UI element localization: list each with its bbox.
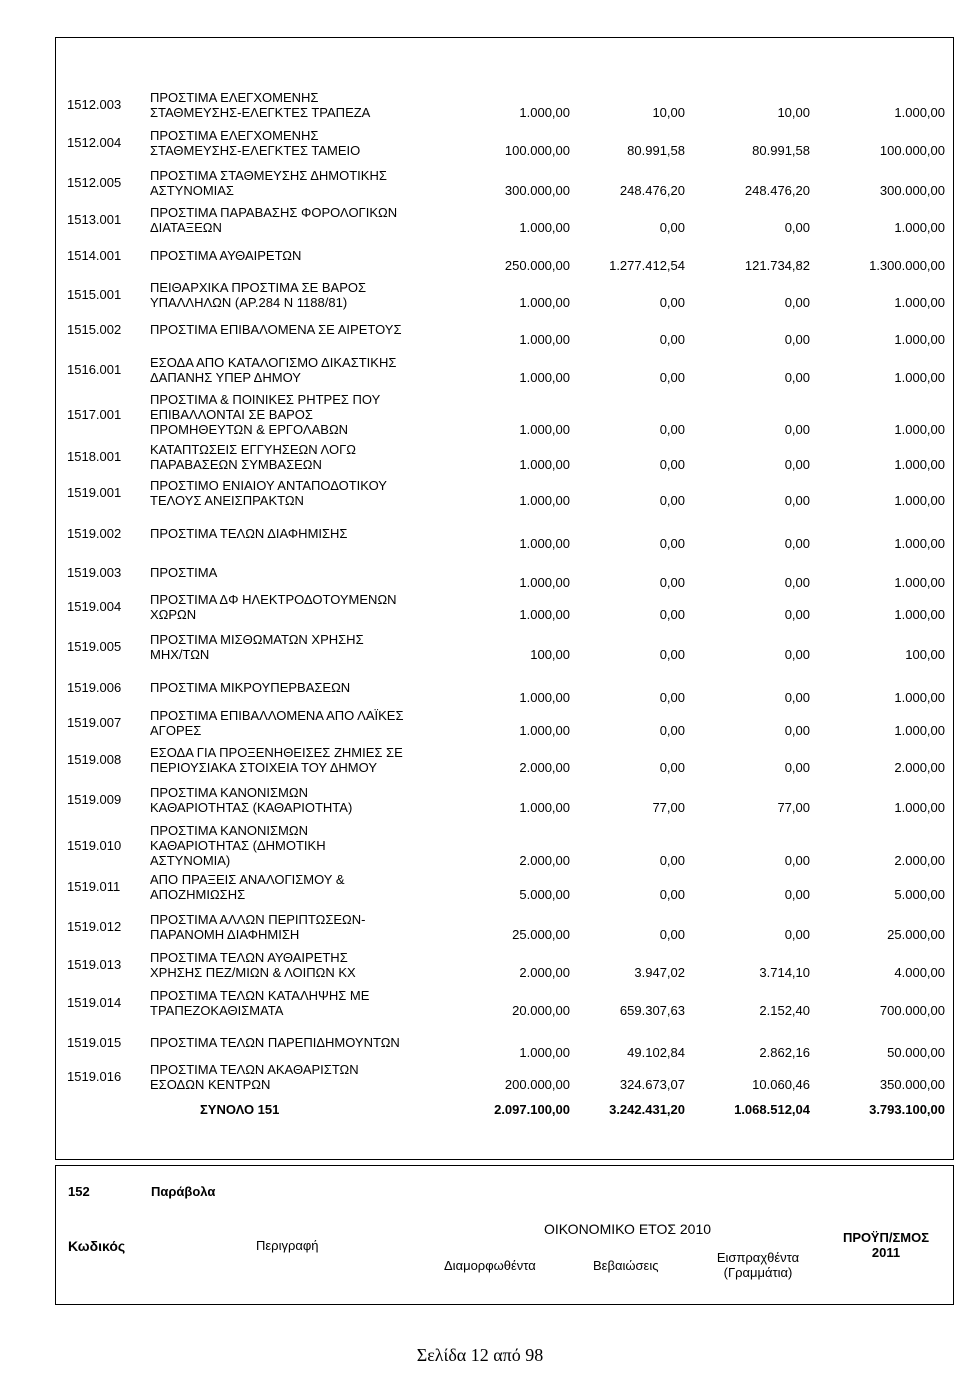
- row-confirmed: 0,00: [659, 887, 685, 902]
- row-code: 1516.001: [67, 362, 122, 377]
- row-confirmed: 0,00: [659, 457, 685, 472]
- row-budget: 1.000,00: [894, 607, 945, 622]
- row-confirmed: 77,00: [652, 800, 685, 815]
- row-confirmed: 0,00: [659, 760, 685, 775]
- row-collected: 80.991,58: [752, 143, 810, 158]
- row-collected: 0,00: [784, 370, 810, 385]
- row-budget: 2.000,00: [894, 760, 945, 775]
- row-code: 1513.001: [67, 212, 122, 227]
- row-description: ΠΡΟΣΤΙΜΑ ΚΑΝΟΝΙΣΜΩΝ ΚΑΘΑΡΙΟΤΗΤΑΣ (ΚΑΘΑΡΙΟΤΗΤΑ): [150, 785, 353, 815]
- row-collected: 3.714,10: [759, 965, 810, 980]
- page-number: Σελίδα 12 από 98: [416, 1345, 544, 1365]
- row-confirmed: 49.102,84: [627, 1045, 685, 1060]
- row-confirmed: 80.991,58: [627, 143, 685, 158]
- row-collected: 2.862,16: [759, 1045, 810, 1060]
- row-collected: 248.476,20: [744, 183, 810, 198]
- row-formed: 2.000,00: [519, 853, 570, 868]
- row-confirmed: 0,00: [659, 853, 685, 868]
- row-description: ΠΡΟΣΤΙΜΑ ΕΠΙΒΑΛΛΟΜΕΝΑ ΑΠΟ ΛΑΪΚΕΣ ΑΓΟΡΕΣ: [150, 708, 404, 738]
- section-name: Παράβολα: [151, 1184, 216, 1199]
- row-code: 1519.001: [67, 485, 122, 500]
- row-formed: 1.000,00: [519, 536, 570, 551]
- row-budget: 350.000,00: [879, 1077, 945, 1092]
- row-code: 1519.004: [67, 599, 122, 614]
- row-code: 1519.016: [67, 1069, 122, 1084]
- row-description: ΠΡΟΣΤΙΜΑ ΤΕΛΩΝ ΑΥΘΑΙΡΕΤΗΣ ΧΡΗΣΗΣ ΠΕΖ/ΜΙΩΝ & ΛΟΙΠΩΝ ΚΧ: [150, 950, 356, 980]
- row-description: ΠΡΟΣΤΙΜΑ ΜΙΣΘΩΜΑΤΩΝ ΧΡΗΣΗΣ ΜΗΧ/ΤΩΝ: [150, 632, 364, 662]
- column-collected: [708, 1250, 808, 1280]
- row-formed: 100.000,00: [504, 143, 570, 158]
- row-formed: 1.000,00: [519, 493, 570, 508]
- row-confirmed: 3.947,02: [634, 965, 685, 980]
- row-collected: 77,00: [777, 800, 810, 815]
- row-code: 1519.005: [67, 639, 122, 654]
- row-budget: 1.000,00: [894, 332, 945, 347]
- row-formed: 20.000,00: [512, 1003, 570, 1018]
- row-confirmed: 0,00: [659, 220, 685, 235]
- row-formed: 2.000,00: [519, 965, 570, 980]
- row-code: 1512.004: [67, 135, 122, 150]
- row-budget: 4.000,00: [894, 965, 945, 980]
- row-code: 1519.009: [67, 792, 122, 807]
- total-confirmed: 3.242.431,20: [609, 1102, 685, 1117]
- row-formed: 1.000,00: [519, 575, 570, 590]
- row-description: ΠΡΟΣΤΙΜΑ ΣΤΑΘΜΕΥΣΗΣ ΔΗΜΟΤΙΚΗΣ ΑΣΤΥΝΟΜΙΑΣ: [150, 168, 387, 198]
- row-collected: 0,00: [784, 332, 810, 347]
- row-budget: 1.000,00: [894, 723, 945, 738]
- row-code: 1519.010: [67, 837, 122, 853]
- row-collected: 0,00: [784, 647, 810, 662]
- row-description: ΕΣΟΔΑ ΓΙΑ ΠΡΟΞΕΝΗΘΕΙΣΕΣ ΖΗΜΙΕΣ ΣΕ ΠΕΡΙΟΥΣΙΑΚΑ ΣΤΟΙΧΕΙΑ ΤΟΥ ΔΗΜΟΥ: [150, 745, 403, 775]
- row-collected: 0,00: [784, 295, 810, 310]
- row-budget: 1.000,00: [894, 370, 945, 385]
- row-code: 1519.014: [67, 995, 122, 1010]
- row-description: ΠΡΟΣΤΙΜΑ ΤΕΛΩΝ ΔΙΑΦΗΜΙΣΗΣ: [150, 526, 348, 541]
- total-label: ΣΥΝΟΛΟ 151: [200, 1102, 280, 1117]
- row-formed: 2.000,00: [519, 760, 570, 775]
- row-description: ΠΡΟΣΤΙΜΑ ΑΥΘΑΙΡΕΤΩΝ: [150, 248, 302, 263]
- row-budget: 5.000,00: [894, 887, 945, 902]
- row-collected: 0,00: [784, 422, 810, 437]
- row-collected: 10.060,46: [752, 1077, 810, 1092]
- row-budget: 2.000,00: [894, 853, 945, 868]
- row-formed: 1.000,00: [519, 457, 570, 472]
- row-code: 1512.005: [67, 175, 122, 190]
- row-code: 1512.003: [67, 97, 122, 112]
- row-budget: 1.000,00: [894, 536, 945, 551]
- row-formed: 250.000,00: [504, 258, 570, 273]
- row-formed: 1.000,00: [519, 220, 570, 235]
- row-description: ΠΡΟΣΤΙΜΟ ΕΝΙΑΙΟΥ ΑΝΤΑΠΟΔΟΤΙΚΟΥ ΤΕΛΟΥΣ ΑΝΕΙΣΠΡΑΚΤΩΝ: [150, 478, 387, 508]
- row-code: 1519.012: [67, 919, 122, 934]
- column-budget: [826, 1230, 946, 1260]
- row-budget: 1.300.000,00: [869, 258, 945, 273]
- row-code: 1519.008: [67, 752, 122, 767]
- row-collected: 0,00: [784, 690, 810, 705]
- row-budget: 1.000,00: [894, 493, 945, 508]
- column-confirmed: Βεβαιώσεις: [593, 1258, 659, 1273]
- row-collected: 0,00: [784, 760, 810, 775]
- column-description: Περιγραφή: [256, 1238, 319, 1253]
- row-code: 1515.001: [67, 287, 122, 302]
- row-budget: 50.000,00: [887, 1045, 945, 1060]
- row-confirmed: 0,00: [659, 422, 685, 437]
- row-collected: 10,00: [777, 105, 810, 120]
- row-formed: 1.000,00: [519, 800, 570, 815]
- row-confirmed: 0,00: [659, 536, 685, 551]
- row-formed: 200.000,00: [504, 1077, 570, 1092]
- row-budget: 1.000,00: [894, 295, 945, 310]
- section-code: 152: [68, 1184, 90, 1199]
- row-description: ΠΡΟΣΤΙΜΑ ΤΕΛΩΝ ΚΑΤΑΛΗΨΗΣ ΜΕ ΤΡΑΠΕΖΟΚΑΘΙΣΜΑΤΑ: [150, 988, 370, 1018]
- row-code: 1519.015: [67, 1035, 122, 1050]
- row-description: ΠΡΟΣΤΙΜΑ ΤΕΛΩΝ ΑΚΑΘΑΡΙΣΤΩΝ ΕΣΟΔΩΝ ΚΕΝΤΡΩΝ: [150, 1062, 359, 1092]
- row-confirmed: 659.307,63: [619, 1003, 685, 1018]
- row-formed: 100,00: [530, 647, 570, 662]
- row-formed: 1.000,00: [519, 295, 570, 310]
- row-confirmed: 0,00: [659, 332, 685, 347]
- row-formed: 1.000,00: [519, 105, 570, 120]
- total-collected: 1.068.512,04: [734, 1102, 810, 1117]
- row-budget: 1.000,00: [894, 800, 945, 815]
- row-budget: 700.000,00: [879, 1003, 945, 1018]
- row-formed: 1.000,00: [519, 1045, 570, 1060]
- row-budget: 1.000,00: [894, 422, 945, 437]
- fiscal-year-title: ΟΙΚΟΝΟΜΙΚΟ ΕΤΟΣ 2010: [544, 1221, 712, 1237]
- row-description: ΠΡΟΣΤΙΜΑ ΑΛΛΩΝ ΠΕΡΙΠΤΩΣΕΩΝ- ΠΑΡΑΝΟΜΗ ΔΙΑΦΗΜΙΣΗ: [150, 912, 366, 942]
- row-confirmed: 0,00: [659, 493, 685, 508]
- row-code: 1518.001: [67, 449, 122, 464]
- row-confirmed: 0,00: [659, 723, 685, 738]
- row-description: ΑΠΟ ΠΡΑΞΕΙΣ ΑΝΑΛΟΓΙΣΜΟΥ & ΑΠΟΖΗΜΙΩΣΗΣ: [150, 872, 345, 902]
- row-collected: 0,00: [784, 887, 810, 902]
- row-formed: 1.000,00: [519, 370, 570, 385]
- row-collected: 0,00: [784, 723, 810, 738]
- row-description: ΠΕΙΘΑΡΧΙΚΑ ΠΡΟΣΤΙΜΑ ΣΕ ΒΑΡΟΣ ΥΠΑΛΛΗΛΩΝ (ΑΡ.284 Ν 1188/81): [150, 280, 367, 310]
- row-budget: 1.000,00: [894, 105, 945, 120]
- row-description: ΕΣΟΔΑ ΑΠΟ ΚΑΤΑΛΟΓΙΣΜΟ ΔΙΚΑΣΤΙΚΗΣ ΔΑΠΑΝΗΣ ΥΠΕΡ ΔΗΜΟΥ: [150, 355, 397, 385]
- row-code: 1519.013: [67, 957, 122, 972]
- row-confirmed: 0,00: [659, 295, 685, 310]
- row-code: 1514.001: [67, 248, 122, 263]
- row-budget: 1.000,00: [894, 575, 945, 590]
- row-formed: 1.000,00: [519, 332, 570, 347]
- row-confirmed: 0,00: [659, 607, 685, 622]
- row-budget: 100.000,00: [879, 143, 945, 158]
- row-description: ΠΡΟΣΤΙΜΑ: [150, 565, 218, 580]
- row-formed: 300.000,00: [504, 183, 570, 198]
- row-confirmed: 0,00: [659, 690, 685, 705]
- row-code: 1519.007: [67, 715, 122, 730]
- row-confirmed: 0,00: [659, 575, 685, 590]
- row-collected: 0,00: [784, 536, 810, 551]
- row-budget: 25.000,00: [887, 927, 945, 942]
- row-formed: 1.000,00: [519, 607, 570, 622]
- row-code: 1515.002: [67, 322, 122, 337]
- row-code: 1519.003: [67, 565, 122, 580]
- row-collected: 2.152,40: [759, 1003, 810, 1018]
- row-formed: 1.000,00: [519, 422, 570, 437]
- column-collected-line1: Εισπραχθέντα: [716, 1250, 800, 1265]
- total-formed: 2.097.100,00: [494, 1102, 570, 1117]
- row-description: ΠΡΟΣΤΙΜΑ ΜΙΚΡΟΥΠΕΡΒΑΣΕΩΝ: [150, 680, 351, 695]
- row-description: ΠΡΟΣΤΙΜΑ ΠΑΡΑΒΑΣΗΣ ΦΟΡΟΛΟΓΙΚΩΝ ΔΙΑΤΑΞΕΩΝ: [150, 205, 398, 235]
- row-collected: 0,00: [784, 575, 810, 590]
- row-description: ΠΡΟΣΤΙΜΑ & ΠΟΙΝΙΚΕΣ ΡΗΤΡΕΣ ΠΟΥ ΕΠΙΒΑΛΛΟΝΤΑΙ ΣΕ ΒΑΡΟΣ ΠΡΟΜΗΘΕΥΤΩΝ & ΕΡΓΟΛΑΒΩΝ: [150, 392, 381, 437]
- column-budget-line2: 2011: [871, 1245, 901, 1260]
- row-description: ΠΡΟΣΤΙΜΑ ΕΛΕΓΧΟΜΕΝΗΣ ΣΤΑΘΜΕΥΣΗΣ-ΕΛΕΓΚΤΕΣ ΤΑΜΕΙΟ: [150, 128, 361, 158]
- row-confirmed: 0,00: [659, 927, 685, 942]
- row-formed: 25.000,00: [512, 927, 570, 942]
- row-confirmed: 10,00: [652, 105, 685, 120]
- row-description: ΠΡΟΣΤΙΜΑ ΕΠΙΒΑΛΟΜΕΝΑ ΣΕ ΑΙΡΕΤΟΥΣ: [150, 322, 402, 337]
- row-budget: 1.000,00: [894, 690, 945, 705]
- row-formed: 1.000,00: [519, 690, 570, 705]
- column-budget-line1: ΠΡΟΫΠ/ΣΜΟΣ: [842, 1230, 930, 1245]
- row-collected: 0,00: [784, 607, 810, 622]
- row-confirmed: 0,00: [659, 370, 685, 385]
- row-collected: 0,00: [784, 493, 810, 508]
- row-code: 1519.006: [67, 680, 122, 695]
- row-description: ΠΡΟΣΤΙΜΑ ΔΦ ΗΛΕΚΤΡΟΔΟΤΟΥΜΕΝΩΝ ΧΩΡΩΝ: [150, 592, 397, 622]
- row-description: ΠΡΟΣΤΙΜΑ ΕΛΕΓΧΟΜΕΝΗΣ ΣΤΑΘΜΕΥΣΗΣ-ΕΛΕΓΚΤΕΣ ΤΡΑΠΕΖΑ: [150, 90, 371, 120]
- row-code: 1519.011: [67, 879, 121, 894]
- row-formed: 1.000,00: [519, 723, 570, 738]
- column-formed: Διαμορφωθέντα: [444, 1258, 536, 1273]
- row-collected: 0,00: [784, 927, 810, 942]
- row-code: 1519.002: [67, 526, 122, 541]
- row-collected: 0,00: [784, 853, 810, 868]
- row-budget: 300.000,00: [879, 183, 945, 198]
- section-header: [55, 1165, 954, 1305]
- row-collected: 0,00: [784, 220, 810, 235]
- row-budget: 1.000,00: [894, 457, 945, 472]
- row-description: ΠΡΟΣΤΙΜΑ ΚΑΝΟΝΙΣΜΩΝ ΚΑΘΑΡΙΟΤΗΤΑΣ (ΔΗΜΟΤΙΚΗ ΑΣΤΥΝΟΜΙΑ): [150, 823, 326, 868]
- row-code: 1517.001: [67, 406, 122, 422]
- row-confirmed: 0,00: [659, 647, 685, 662]
- row-collected: 121.734,82: [744, 258, 810, 273]
- column-code: Κωδικός: [68, 1238, 126, 1254]
- row-description: ΠΡΟΣΤΙΜΑ ΤΕΛΩΝ ΠΑΡΕΠΙΔΗΜΟΥΝΤΩΝ: [150, 1035, 400, 1050]
- row-budget: 100,00: [905, 647, 945, 662]
- total-budget: 3.793.100,00: [869, 1102, 945, 1117]
- row-confirmed: 1.277.412,54: [609, 258, 685, 273]
- row-formed: 5.000,00: [519, 887, 570, 902]
- row-confirmed: 324.673,07: [619, 1077, 685, 1092]
- row-collected: 0,00: [784, 457, 810, 472]
- row-description: ΚΑΤΑΠΤΩΣΕΙΣ ΕΓΓΥΗΣΕΩΝ ΛΟΓΩ ΠΑΡΑΒΑΣΕΩΝ ΣΥΜΒΑΣΕΩΝ: [150, 442, 356, 472]
- row-budget: 1.000,00: [894, 220, 945, 235]
- column-collected-line2: (Γραμμάτια): [723, 1265, 793, 1280]
- row-confirmed: 248.476,20: [619, 183, 685, 198]
